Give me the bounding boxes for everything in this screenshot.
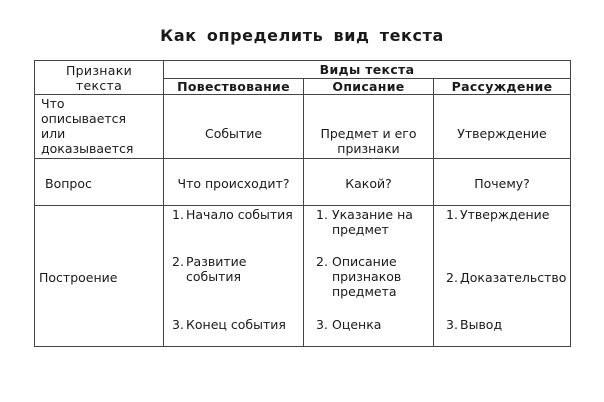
column-divider-1 — [163, 60, 164, 347]
cell-subject-narration: Событие — [204, 126, 263, 141]
row-label-structure: Построение — [39, 270, 118, 285]
row-label-subject: Что описывается или доказывается — [41, 96, 134, 156]
corner-header: Признаки текста — [65, 63, 132, 93]
column-divider-3 — [433, 78, 434, 347]
column-header-reasoning: Рассуждение — [451, 79, 553, 94]
list-text: Указание на предмет — [332, 207, 413, 237]
list-text: Начало события — [186, 207, 293, 222]
list-text: Развитие события — [186, 254, 247, 284]
table-border-top — [34, 60, 571, 61]
cell-question-reasoning: Почему? — [474, 176, 530, 191]
column-header-description: Описание — [332, 79, 405, 94]
column-divider-2 — [303, 78, 304, 347]
list-number: 3. — [316, 317, 328, 332]
column-header-narration: Повествование — [177, 79, 290, 94]
row-label-question: Вопрос — [45, 176, 92, 191]
cell-subject-reasoning: Утверждение — [457, 126, 547, 141]
table-border-left — [34, 60, 35, 347]
page-title: Как определить вид текста — [160, 26, 444, 45]
cell-subject-description: Предмет и его признаки — [320, 126, 417, 156]
group-header: Виды текста — [319, 62, 415, 77]
cell-question-description: Какой? — [345, 176, 392, 191]
list-number: 2. — [316, 254, 328, 269]
list-number: 1. — [316, 207, 328, 222]
list-text: Утверждение — [460, 207, 550, 222]
list-number: 2. — [446, 270, 458, 285]
list-number: 1. — [172, 207, 184, 222]
list-number: 3. — [172, 317, 184, 332]
list-text: Доказательство — [460, 270, 567, 285]
table-border-right — [570, 60, 571, 347]
list-text: Оценка — [332, 317, 382, 332]
list-number: 2. — [172, 254, 184, 269]
list-text: Вывод — [460, 317, 503, 332]
list-text: Конец события — [186, 317, 286, 332]
list-number: 3. — [446, 317, 458, 332]
cell-question-narration: Что происходит? — [177, 176, 290, 191]
list-number: 1. — [446, 207, 458, 222]
list-text: Описание признаков предмета — [332, 254, 402, 299]
